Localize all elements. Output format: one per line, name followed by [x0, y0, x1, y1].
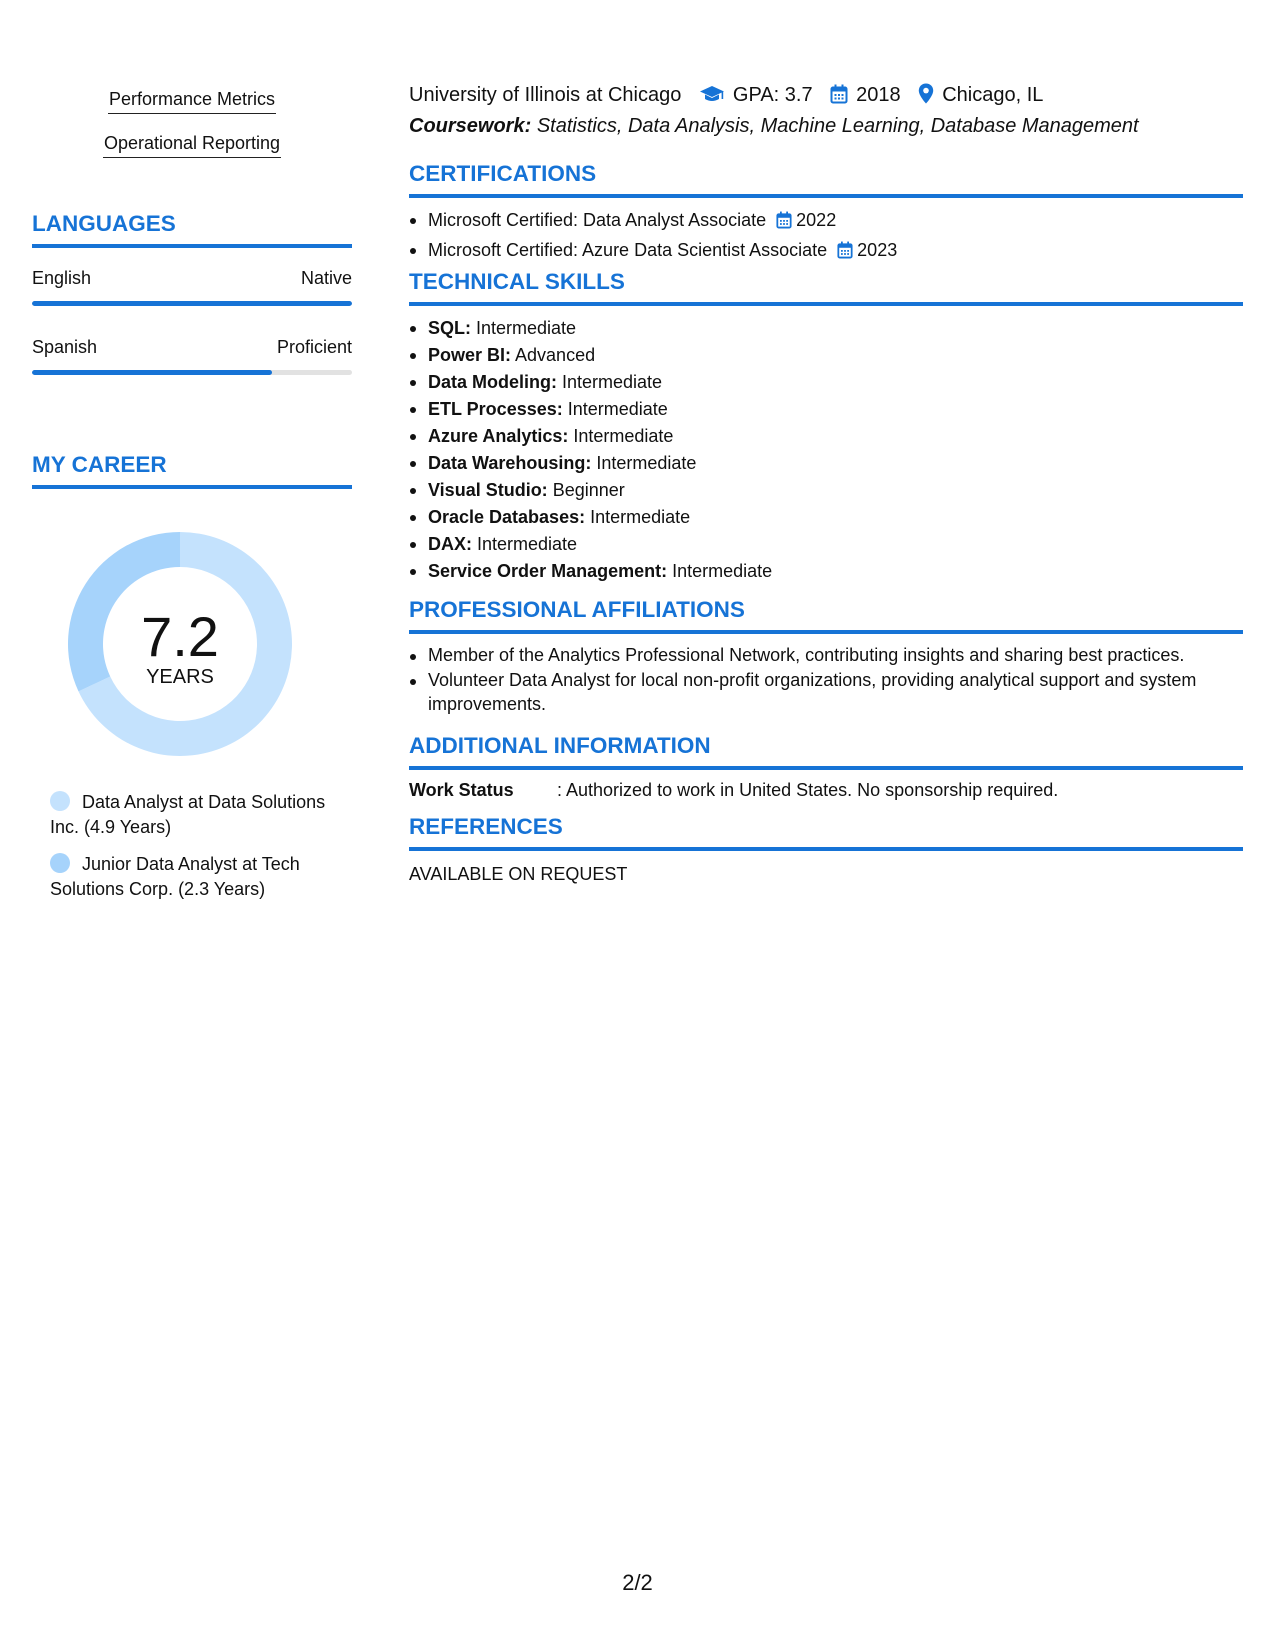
skill-tag-label: Performance Metrics	[108, 87, 276, 114]
skill-level: Intermediate	[596, 453, 697, 473]
career-legend-item	[50, 790, 350, 839]
section-title: MY CAREER	[32, 452, 167, 477]
affiliations-list	[409, 643, 1243, 717]
gpa: GPA: 3.7	[732, 84, 813, 106]
language-bar	[32, 370, 352, 375]
language-name: English	[32, 268, 92, 288]
skills-list	[409, 315, 1243, 585]
skill-item	[409, 531, 1243, 558]
skill-name: DAX:	[428, 534, 472, 554]
career-total: 7.2	[141, 605, 219, 668]
skill-item	[409, 558, 1243, 585]
skill-name: Data Warehousing:	[428, 453, 592, 473]
section-title: LANGUAGES	[32, 211, 176, 236]
affiliations-section	[409, 596, 1243, 717]
donut-center	[67, 531, 293, 757]
calendar-icon	[830, 84, 848, 111]
skill-name: ETL Processes:	[428, 399, 563, 419]
legend-dot	[50, 791, 70, 811]
section-title: CERTIFICATIONS	[409, 161, 597, 186]
career-legend-item	[50, 852, 350, 901]
references-text: AVAILABLE ON REQUEST	[409, 864, 628, 884]
skill-item	[409, 342, 1243, 369]
coursework-line	[409, 113, 1139, 139]
section-rule	[409, 194, 1243, 198]
skill-name: Oracle Databases:	[428, 507, 586, 527]
skill-tag-label: Operational Reporting	[103, 131, 281, 158]
skill-item	[409, 315, 1243, 342]
skill-level: Intermediate	[476, 318, 577, 338]
skill-level: Advanced	[515, 345, 596, 365]
skill-item	[409, 450, 1243, 477]
skill-level: Beginner	[552, 480, 625, 500]
skill-tag	[32, 87, 352, 117]
language-bar	[32, 301, 352, 306]
certification-name: Microsoft Certified: Data Analyst Associate	[428, 210, 767, 230]
coursework-value: Statistics, Data Analysis, Machine Learning, Database Management	[536, 115, 1139, 137]
career-section	[32, 451, 352, 489]
skill-name: Service Order Management:	[428, 561, 668, 581]
section-title: PROFESSIONAL AFFILIATIONS	[409, 597, 745, 622]
skill-level: Intermediate	[573, 426, 674, 446]
skill-level: Intermediate	[672, 561, 773, 581]
legend-label: Junior Data Analyst at Tech Solutions Corp. (2.3 Years)	[50, 854, 300, 899]
skill-item	[409, 369, 1243, 396]
legend-label: Data Analyst at Data Solutions Inc. (4.9 Years)	[50, 792, 326, 837]
section-title: ADDITIONAL INFORMATION	[409, 733, 711, 758]
graduation-year: 2018	[856, 84, 901, 106]
language-bar-fill	[32, 370, 272, 375]
certification-item	[409, 207, 1243, 237]
skill-tag	[32, 131, 352, 161]
skill-name: SQL:	[428, 318, 471, 338]
skill-item	[409, 423, 1243, 450]
page-number: 2/2	[622, 1570, 653, 1595]
language-level: Proficient	[276, 337, 352, 357]
skill-level: Intermediate	[477, 534, 578, 554]
calendar-icon	[776, 210, 792, 237]
skill-item	[409, 477, 1243, 504]
career-donut-chart	[67, 531, 293, 757]
calendar-icon	[837, 240, 853, 267]
additional-info-section	[409, 732, 1243, 802]
section-rule	[409, 766, 1243, 770]
affiliation-item: Member of the Analytics Professional Network, contributing insights and sharing best practices.	[409, 643, 1243, 668]
language-bar-fill	[32, 301, 352, 306]
section-rule	[409, 302, 1243, 306]
coursework-label: Coursework:	[409, 115, 532, 137]
languages-section	[32, 210, 352, 248]
education-line	[409, 82, 1043, 111]
certification-year: 2022	[796, 210, 837, 230]
school-name: University of Illinois at Chicago	[409, 84, 682, 106]
skill-name: Azure Analytics:	[428, 426, 569, 446]
skill-name: Visual Studio:	[428, 480, 548, 500]
skill-item	[409, 504, 1243, 531]
skill-level: Intermediate	[567, 399, 668, 419]
graduation-cap-icon	[699, 84, 725, 111]
certification-item	[409, 237, 1243, 267]
skill-name: Power BI:	[428, 345, 512, 365]
certification-year: 2023	[857, 240, 898, 260]
section-rule	[409, 847, 1243, 851]
legend-dot	[50, 853, 70, 873]
language-name: Spanish	[32, 337, 98, 357]
section-title: REFERENCES	[409, 814, 563, 839]
section-rule	[32, 244, 352, 248]
language-english	[32, 266, 352, 306]
work-status-label: Work Status	[409, 780, 514, 800]
skill-level: Intermediate	[590, 507, 691, 527]
references-section	[409, 813, 1243, 886]
language-level: Native	[300, 268, 352, 288]
work-status-value: : Authorized to work in United States. No sponsorship required.	[557, 780, 1059, 800]
section-title: TECHNICAL SKILLS	[409, 269, 625, 294]
location: Chicago, IL	[942, 84, 1044, 106]
section-rule	[409, 630, 1243, 634]
career-unit: YEARS	[146, 666, 214, 688]
skill-item	[409, 396, 1243, 423]
location-pin-icon	[918, 83, 934, 111]
section-rule	[32, 485, 352, 489]
certification-name: Microsoft Certified: Azure Data Scientist Associate	[428, 240, 828, 260]
certifications-section	[409, 160, 1243, 267]
language-spanish	[32, 335, 352, 375]
work-status-row	[409, 778, 1243, 802]
technical-skills-section	[409, 268, 1243, 585]
skill-level: Intermediate	[562, 372, 663, 392]
certifications-list	[409, 207, 1243, 267]
skill-name: Data Modeling:	[428, 372, 557, 392]
affiliation-item: Volunteer Data Analyst for local non-profit organizations, providing analytical support and system improvements.	[409, 668, 1243, 717]
